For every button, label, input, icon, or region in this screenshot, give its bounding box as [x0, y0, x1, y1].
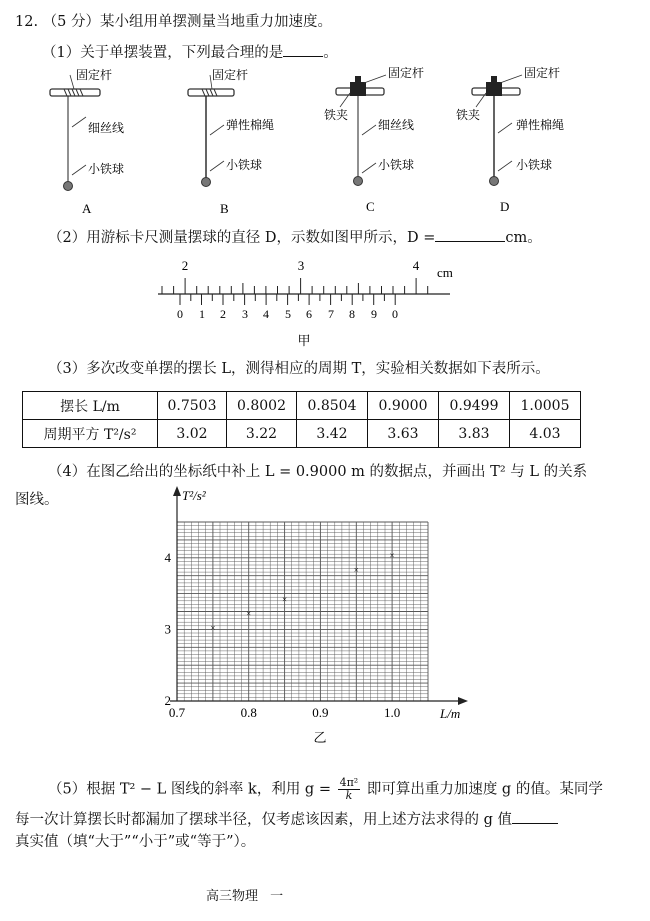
option-b-string-label: 弹性棉绳 [226, 118, 275, 132]
chart-y-tick-label: 2 [164, 693, 171, 708]
question-number: 12. [15, 14, 39, 30]
option-a-ball-label: 小铁球 [88, 162, 125, 176]
part4-text1: （4）在图乙给出的坐标纸中补上 L = 0.9000 m 的数据点，并画出 T² 与 L 的关系 [48, 464, 588, 480]
chart-points [210, 551, 394, 633]
vernier-label-8: 8 [349, 307, 355, 321]
table-row-length [23, 392, 581, 420]
table-header-length: 摆长 L/m [23, 392, 158, 420]
option-d-clamp-label: 铁夹 [456, 108, 481, 122]
part1-answer-blank[interactable] [283, 42, 323, 57]
chart-caption: 乙 [313, 730, 327, 745]
part5-text3: 真实值（填“大于”“小于”或“等于”）。 [15, 834, 256, 850]
caliper-unit: cm [437, 265, 453, 280]
part5-text2: 每一次计算摆长时都漏加了摆球半径，仅考虑该因素，用上述方法求得的 g 值 [15, 812, 512, 828]
option-d-letter: D [500, 199, 510, 214]
part2-text: （2）用游标卡尺测量摆球的直径 D，示数如图甲所示，D = [48, 230, 436, 246]
chart-grid [177, 522, 428, 701]
table-cell: 0.9000 [368, 392, 439, 420]
question-score: （5 分） [42, 14, 101, 30]
part5-text1b: 即可算出重力加速度 g 的值。某同学 [366, 781, 603, 798]
option-d-figure [472, 75, 522, 186]
chart-x-tick-label: 0.9 [312, 705, 329, 720]
table-header-period: 周期平方 T²/s² [23, 420, 158, 448]
caliper-main-label-3: 3 [297, 258, 305, 273]
chart-data-point: × [353, 565, 359, 575]
caliper-caption: 甲 [297, 333, 311, 348]
caliper-vernier-scale [180, 294, 395, 305]
chart-data-point: × [282, 594, 288, 605]
vernier-label-1: 1 [199, 307, 205, 321]
option-c-string-label: 细丝线 [378, 118, 415, 132]
part5-question-line1 [48, 777, 603, 802]
question-header [15, 10, 332, 31]
part2-question [48, 226, 542, 247]
chart-x-label: L/m [440, 706, 461, 721]
chart-data-point: × [210, 623, 216, 633]
formula-numerator: 4π² [339, 776, 359, 789]
chart-y-label: T²/s² [182, 488, 206, 503]
table-cell: 1.0005 [510, 392, 581, 420]
option-b-ball-label: 小铁球 [226, 158, 263, 172]
part2-unit: cm。 [505, 230, 542, 246]
chart-data-point: × [246, 608, 252, 619]
vernier-label-0: 0 [177, 307, 183, 321]
t2-vs-l-chart [0, 482, 650, 752]
option-a-string-label: 细丝线 [88, 121, 125, 135]
chart-y-tick-label: 4 [164, 549, 171, 565]
table-cell: 0.9499 [439, 392, 510, 420]
vernier-caliper-figure [0, 252, 650, 352]
footer-page: 一 [270, 889, 284, 904]
table-cell: 3.42 [297, 420, 368, 448]
table-cell: 3.83 [439, 420, 510, 448]
chart-data-point: × [389, 550, 395, 561]
vernier-label-2: 2 [220, 307, 226, 321]
part5-question-line3 [15, 830, 255, 851]
part3-text: （3）多次改变单摆的摆长 L，测得相应的周期 T，实验相关数据如下表所示。 [48, 361, 550, 377]
table-cell: 0.8504 [297, 392, 368, 420]
chart-x-tick-label: 1.0 [383, 705, 401, 720]
option-d-ball-label: 小铁球 [516, 158, 553, 172]
caliper-main-label-4: 4 [412, 258, 420, 273]
formula-denominator: k [345, 789, 353, 802]
part4-question-line1 [48, 460, 587, 481]
option-c-ball-label: 小铁球 [378, 158, 415, 172]
part1-end: 。 [323, 45, 338, 61]
vernier-label-4: 4 [263, 307, 269, 321]
table-cell: 3.02 [158, 420, 227, 448]
option-a-letter: A [82, 201, 92, 216]
part5-answer-blank[interactable] [512, 809, 558, 824]
chart-x-tick-label: 0.7 [168, 705, 186, 720]
vernier-label-7: 7 [328, 307, 334, 321]
vernier-label-5: 5 [285, 307, 291, 321]
table-cell: 0.7503 [158, 392, 227, 420]
chart-x-tick-label: 0.8 [240, 705, 257, 720]
footer-subject: 高三物理 [206, 889, 259, 904]
option-c-letter: C [366, 199, 375, 214]
option-b-letter: B [220, 201, 229, 216]
caliper-main-label-2: 2 [181, 258, 189, 273]
table-cell: 4.03 [510, 420, 581, 448]
option-d-string-label: 弹性棉绳 [516, 118, 565, 132]
footer [206, 885, 283, 904]
option-c-clamp-label: 铁夹 [324, 108, 349, 122]
question-stem: 某小组用单摆测量当地重力加速度。 [100, 14, 333, 30]
table-cell: 3.63 [368, 420, 439, 448]
vernier-label-10: 0 [392, 307, 398, 321]
option-a-rod-label: 固定杆 [76, 68, 113, 82]
vernier-label-6: 6 [306, 307, 312, 321]
part1-text: （1）关于单摆装置，下列最合理的是 [42, 45, 284, 61]
caliper-main-scale [162, 278, 428, 294]
chart-x-arrow [458, 697, 468, 705]
chart-y-tick-label: 3 [164, 621, 171, 637]
data-table [22, 391, 581, 448]
formula-fraction [338, 777, 361, 802]
option-d-rod-label: 固定杆 [524, 66, 561, 80]
pendulum-options-figure [0, 65, 650, 220]
part5-text1a: （5）根据 T² − L 图线的斜率 k，利用 g = [48, 781, 331, 798]
part5-question-line2 [15, 808, 558, 829]
table-cell: 0.8002 [227, 392, 297, 420]
table-row-period [23, 420, 581, 448]
chart-y-arrow [173, 486, 181, 496]
part1-question [42, 41, 338, 62]
part3-question [48, 357, 550, 378]
option-b-rod-label: 固定杆 [212, 68, 249, 82]
vernier-label-3: 3 [242, 307, 248, 321]
part4-text2: 图线。 [15, 492, 59, 508]
option-c-rod-label: 固定杆 [388, 66, 425, 80]
table-cell: 3.22 [227, 420, 297, 448]
part2-answer-blank[interactable] [435, 227, 505, 242]
vernier-label-9: 9 [371, 307, 377, 321]
